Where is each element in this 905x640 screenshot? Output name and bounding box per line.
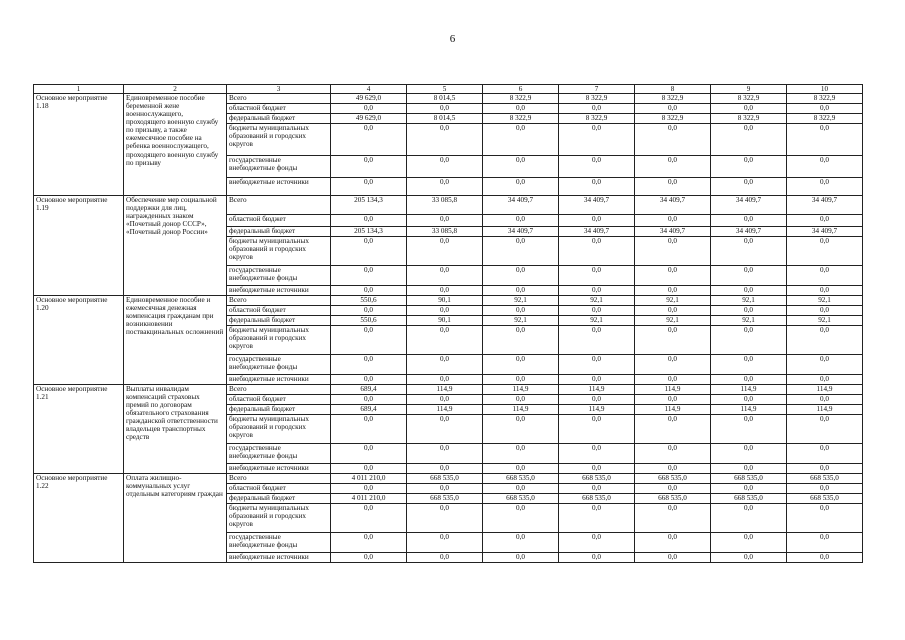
value-cell: 0,0 [787,104,863,114]
funding-source: федеральный бюджет [227,494,331,504]
value-cell: 0,0 [483,124,559,156]
value-cell: 0,0 [331,444,407,464]
value-cell: 0,0 [331,415,407,444]
value-cell: 0,0 [483,375,559,385]
value-cell: 92,1 [711,316,787,326]
value-cell: 0,0 [407,156,483,178]
value-cell: 0,0 [559,286,635,296]
funding-source: государственные внебюджетные фонды [227,533,331,553]
value-cell: 0,0 [407,375,483,385]
funding-source: внебюджетные источники [227,375,331,385]
funding-source: Всего [227,94,331,104]
header-cell: 1 [34,85,124,94]
value-cell: 668 535,0 [787,474,863,484]
value-cell: 33 085,8 [407,196,483,215]
funding-source: Всего [227,385,331,395]
value-cell: 0,0 [635,286,711,296]
value-cell: 0,0 [559,553,635,563]
funding-source: областной бюджет [227,395,331,405]
value-cell: 0,0 [407,395,483,405]
value-cell: 0,0 [711,375,787,385]
funding-source: внебюджетные источники [227,553,331,563]
value-cell: 0,0 [407,326,483,355]
value-cell: 0,0 [787,533,863,553]
value-cell: 0,0 [407,124,483,156]
value-cell: 34 409,7 [787,196,863,215]
value-cell: 0,0 [559,124,635,156]
value-cell: 0,0 [711,415,787,444]
value-cell: 8 322,9 [483,94,559,104]
value-cell: 550,6 [331,316,407,326]
value-cell: 34 409,7 [787,227,863,237]
value-cell: 0,0 [787,484,863,494]
table-row [34,296,863,306]
value-cell: 0,0 [787,464,863,474]
value-cell: 92,1 [483,296,559,306]
value-cell: 0,0 [635,215,711,227]
value-cell: 0,0 [787,326,863,355]
value-cell: 0,0 [711,504,787,533]
value-cell: 0,0 [711,237,787,266]
funding-source: федеральный бюджет [227,114,331,124]
funding-source: областной бюджет [227,215,331,227]
value-cell: 33 085,8 [407,227,483,237]
value-cell: 0,0 [483,415,559,444]
value-cell: 0,0 [331,286,407,296]
page-number: 6 [449,33,456,45]
value-cell: 34 409,7 [711,196,787,215]
value-cell: 0,0 [559,306,635,316]
funding-source: бюджеты муниципальных образований и городских округов [227,237,331,266]
value-cell: 0,0 [407,415,483,444]
value-cell: 0,0 [559,215,635,227]
header-row [34,85,863,94]
value-cell: 0,0 [635,156,711,178]
value-cell: 0,0 [483,504,559,533]
value-cell: 0,0 [331,484,407,494]
value-cell: 8 322,9 [559,94,635,104]
value-cell: 0,0 [787,444,863,464]
value-cell: 205 134,3 [331,196,407,215]
value-cell: 0,0 [407,215,483,227]
funding-source: федеральный бюджет [227,405,331,415]
value-cell: 668 535,0 [407,494,483,504]
value-cell: 0,0 [635,533,711,553]
value-cell: 0,0 [559,415,635,444]
value-cell: 0,0 [559,156,635,178]
value-cell: 0,0 [635,444,711,464]
value-cell: 34 409,7 [559,196,635,215]
value-cell: 0,0 [635,553,711,563]
activity-description: Обеспечение мер социальной поддержки для лиц, награжденных знаком «Почетный донор СССР», «Почетный донор России» [124,196,227,296]
value-cell: 0,0 [635,266,711,286]
value-cell: 8 322,9 [483,114,559,124]
value-cell: 0,0 [407,104,483,114]
value-cell: 0,0 [711,355,787,375]
activity-name: Основное мероприятие 1.21 [34,385,124,474]
value-cell: 0,0 [787,237,863,266]
table-body [34,94,863,563]
value-cell: 0,0 [407,355,483,375]
value-cell: 114,9 [483,405,559,415]
value-cell: 0,0 [635,415,711,444]
value-cell: 550,6 [331,296,407,306]
value-cell: 114,9 [787,385,863,395]
activity-name: Основное мероприятие 1.20 [34,296,124,385]
value-cell: 0,0 [559,533,635,553]
value-cell: 114,9 [559,405,635,415]
value-cell: 0,0 [331,178,407,196]
value-cell: 34 409,7 [559,227,635,237]
value-cell: 0,0 [483,266,559,286]
header-cell: 9 [711,85,787,94]
value-cell: 0,0 [331,395,407,405]
value-cell: 0,0 [331,553,407,563]
value-cell: 689,4 [331,385,407,395]
value-cell: 0,0 [787,286,863,296]
value-cell: 0,0 [407,286,483,296]
value-cell: 0,0 [483,553,559,563]
funding-source: областной бюджет [227,306,331,316]
value-cell: 8 322,9 [635,114,711,124]
value-cell: 0,0 [407,444,483,464]
value-cell: 8 322,9 [787,94,863,104]
value-cell: 0,0 [331,464,407,474]
value-cell: 114,9 [711,405,787,415]
value-cell: 0,0 [483,355,559,375]
value-cell: 49 629,0 [331,94,407,104]
value-cell: 0,0 [711,215,787,227]
value-cell: 0,0 [559,375,635,385]
value-cell: 8 014,5 [407,94,483,104]
value-cell: 0,0 [635,484,711,494]
value-cell: 0,0 [559,355,635,375]
value-cell: 0,0 [635,306,711,316]
value-cell: 92,1 [711,296,787,306]
value-cell: 92,1 [559,296,635,306]
value-cell: 0,0 [559,484,635,494]
value-cell: 0,0 [331,237,407,266]
value-cell: 4 011 210,0 [331,494,407,504]
value-cell: 8 322,9 [787,114,863,124]
value-cell: 0,0 [483,178,559,196]
value-cell: 0,0 [407,553,483,563]
header-cell: 6 [483,85,559,94]
value-cell: 205 134,3 [331,227,407,237]
header-cell: 2 [124,85,227,94]
value-cell: 8 322,9 [559,114,635,124]
value-cell: 668 535,0 [483,494,559,504]
value-cell: 689,4 [331,405,407,415]
value-cell: 0,0 [331,326,407,355]
value-cell: 0,0 [331,375,407,385]
funding-source: Всего [227,196,331,215]
header-cell: 5 [407,85,483,94]
funding-source: Всего [227,474,331,484]
value-cell: 0,0 [787,215,863,227]
value-cell: 0,0 [331,355,407,375]
value-cell: 0,0 [635,326,711,355]
value-cell: 0,0 [331,306,407,316]
value-cell: 0,0 [407,464,483,474]
funding-source: областной бюджет [227,104,331,114]
funding-source: областной бюджет [227,484,331,494]
funding-source: внебюджетные источники [227,178,331,196]
value-cell: 34 409,7 [711,227,787,237]
value-cell: 0,0 [559,178,635,196]
value-cell: 0,0 [331,104,407,114]
table-row [34,474,863,484]
value-cell: 0,0 [331,504,407,533]
value-cell: 0,0 [407,237,483,266]
value-cell: 0,0 [407,266,483,286]
value-cell: 0,0 [559,326,635,355]
value-cell: 0,0 [483,215,559,227]
value-cell: 8 322,9 [635,94,711,104]
funding-source: государственные внебюджетные фонды [227,156,331,178]
value-cell: 0,0 [559,444,635,464]
table-row [34,94,863,104]
budget-table [33,84,863,563]
value-cell: 4 011 210,0 [331,474,407,484]
value-cell: 92,1 [483,316,559,326]
header-cell: 4 [331,85,407,94]
funding-source: бюджеты муниципальных образований и городских округов [227,124,331,156]
value-cell: 34 409,7 [635,227,711,237]
value-cell: 0,0 [635,395,711,405]
value-cell: 92,1 [559,316,635,326]
value-cell: 0,0 [559,237,635,266]
value-cell: 34 409,7 [483,227,559,237]
value-cell: 0,0 [483,484,559,494]
value-cell: 114,9 [559,385,635,395]
value-cell: 92,1 [635,316,711,326]
funding-source: бюджеты муниципальных образований и городских округов [227,326,331,355]
value-cell: 0,0 [635,375,711,385]
value-cell: 668 535,0 [787,494,863,504]
value-cell: 49 629,0 [331,114,407,124]
value-cell: 0,0 [635,464,711,474]
value-cell: 0,0 [711,104,787,114]
value-cell: 0,0 [407,504,483,533]
value-cell: 0,0 [787,156,863,178]
value-cell: 0,0 [483,104,559,114]
value-cell: 0,0 [787,124,863,156]
value-cell: 0,0 [787,306,863,316]
value-cell: 0,0 [711,124,787,156]
value-cell: 0,0 [483,444,559,464]
value-cell: 0,0 [711,444,787,464]
value-cell: 92,1 [635,296,711,306]
value-cell: 34 409,7 [483,196,559,215]
value-cell: 0,0 [711,553,787,563]
header-cell: 3 [227,85,331,94]
value-cell: 0,0 [787,553,863,563]
value-cell: 0,0 [407,533,483,553]
value-cell: 0,0 [635,104,711,114]
value-cell: 0,0 [711,484,787,494]
value-cell: 114,9 [635,385,711,395]
funding-source: внебюджетные источники [227,464,331,474]
value-cell: 668 535,0 [711,474,787,484]
value-cell: 114,9 [711,385,787,395]
activity-name: Основное мероприятие 1.22 [34,474,124,563]
value-cell: 0,0 [559,266,635,286]
value-cell: 0,0 [331,215,407,227]
activity-name: Основное мероприятие 1.18 [34,94,124,196]
value-cell: 0,0 [635,178,711,196]
value-cell: 0,0 [711,306,787,316]
value-cell: 0,0 [407,484,483,494]
value-cell: 114,9 [407,405,483,415]
value-cell: 0,0 [787,415,863,444]
value-cell: 0,0 [559,464,635,474]
funding-source: государственные внебюджетные фонды [227,266,331,286]
value-cell: 92,1 [787,296,863,306]
value-cell: 114,9 [635,405,711,415]
value-cell: 34 409,7 [635,196,711,215]
value-cell: 0,0 [711,326,787,355]
funding-source: государственные внебюджетные фонды [227,355,331,375]
value-cell: 8 322,9 [711,114,787,124]
value-cell: 0,0 [483,326,559,355]
value-cell: 0,0 [483,395,559,405]
value-cell: 90,1 [407,316,483,326]
value-cell: 668 535,0 [483,474,559,484]
value-cell: 0,0 [711,286,787,296]
value-cell: 0,0 [483,286,559,296]
funding-source: Всего [227,296,331,306]
value-cell: 0,0 [407,306,483,316]
value-cell: 668 535,0 [407,474,483,484]
funding-source: государственные внебюджетные фонды [227,444,331,464]
activity-name: Основное мероприятие 1.19 [34,196,124,296]
value-cell: 0,0 [787,355,863,375]
table-row [34,385,863,395]
value-cell: 0,0 [407,178,483,196]
value-cell: 0,0 [331,156,407,178]
header-cell: 7 [559,85,635,94]
value-cell: 668 535,0 [559,494,635,504]
activity-description: Выплаты инвалидам компенсаций страховых премий по договорам обязательного страхования гражданской ответственности владельцев транспортных средств [124,385,227,474]
value-cell: 0,0 [331,533,407,553]
table-row [34,196,863,215]
value-cell: 8 014,5 [407,114,483,124]
value-cell: 8 322,9 [711,94,787,104]
value-cell: 0,0 [787,178,863,196]
value-cell: 0,0 [711,266,787,286]
value-cell: 668 535,0 [559,474,635,484]
value-cell: 668 535,0 [635,474,711,484]
value-cell: 0,0 [331,266,407,286]
activity-description: Единовременное пособие беременной жене военнослужащего, проходящего военную службу по призыву, а также ежемесячное пособие на ребенка военнослужащего, проходящего военную службу по призыву [124,94,227,196]
value-cell: 0,0 [635,124,711,156]
value-cell: 668 535,0 [711,494,787,504]
header-cell: 8 [635,85,711,94]
value-cell: 0,0 [787,395,863,405]
funding-source: бюджеты муниципальных образований и городских округов [227,415,331,444]
funding-source: внебюджетные источники [227,286,331,296]
value-cell: 90,1 [407,296,483,306]
header-cell: 10 [787,85,863,94]
value-cell: 0,0 [711,178,787,196]
value-cell: 114,9 [483,385,559,395]
value-cell: 0,0 [711,464,787,474]
value-cell: 114,9 [407,385,483,395]
value-cell: 0,0 [483,464,559,474]
value-cell: 0,0 [787,375,863,385]
activity-description: Оплата жилищно-коммунальных услуг отдельным категориям граждан [124,474,227,563]
funding-source: бюджеты муниципальных образований и городских округов [227,504,331,533]
value-cell: 0,0 [559,395,635,405]
value-cell: 0,0 [483,533,559,553]
value-cell: 0,0 [635,355,711,375]
value-cell: 0,0 [711,395,787,405]
value-cell: 0,0 [635,237,711,266]
funding-source: федеральный бюджет [227,316,331,326]
activity-description: Единовременное пособие и ежемесячная денежная компенсация гражданам при возникновении поствакцинальных осложнений [124,296,227,385]
value-cell: 114,9 [787,405,863,415]
value-cell: 0,0 [559,104,635,114]
value-cell: 0,0 [559,504,635,533]
value-cell: 0,0 [787,504,863,533]
value-cell: 0,0 [483,306,559,316]
funding-source: федеральный бюджет [227,227,331,237]
value-cell: 0,0 [483,156,559,178]
value-cell: 0,0 [635,504,711,533]
value-cell: 0,0 [711,533,787,553]
value-cell: 0,0 [787,266,863,286]
value-cell: 668 535,0 [635,494,711,504]
value-cell: 0,0 [483,237,559,266]
value-cell: 0,0 [711,156,787,178]
value-cell: 92,1 [787,316,863,326]
value-cell: 0,0 [331,124,407,156]
